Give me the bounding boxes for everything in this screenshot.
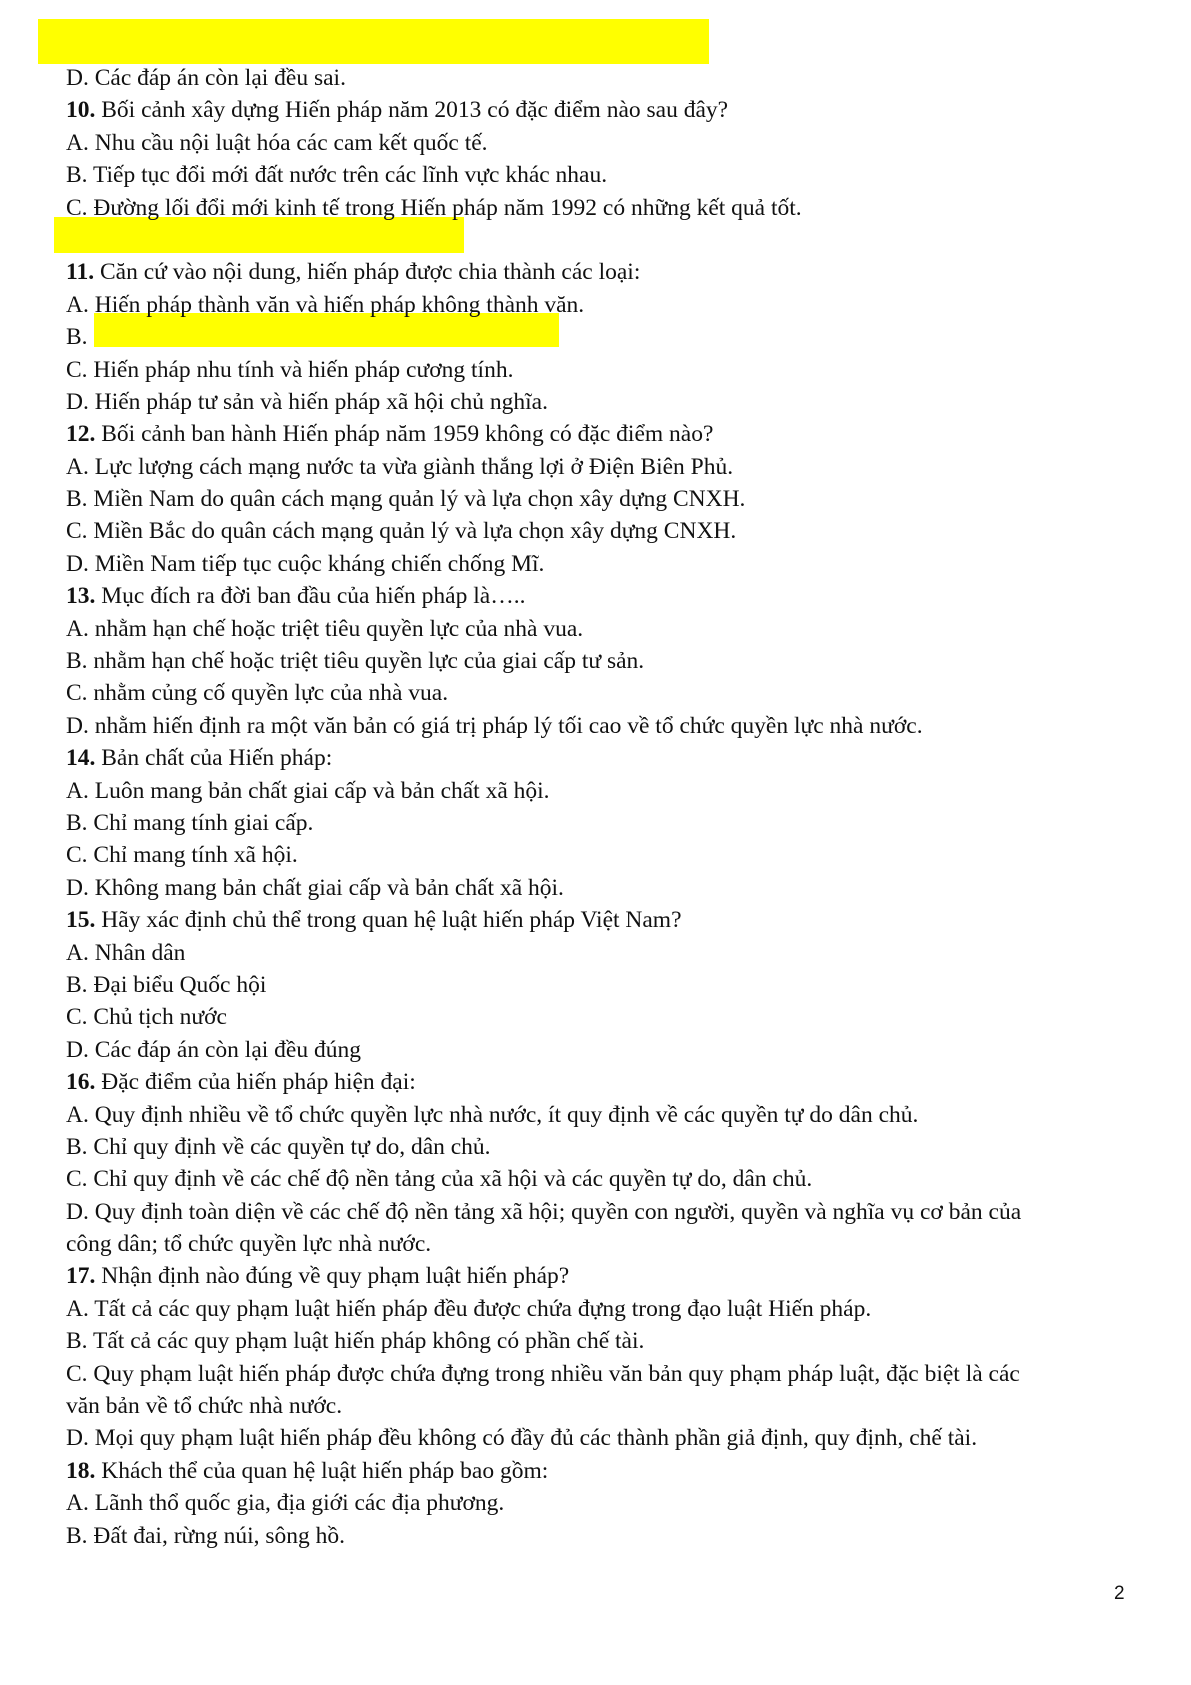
document-body bbox=[66, 62, 1126, 1552]
option-line: A. nhằm hạn chế hoặc triệt tiêu quyền lực của nhà vua. bbox=[66, 615, 584, 642]
option-line: D. Không mang bản chất giai cấp và bản chất xã hội. bbox=[66, 874, 564, 901]
question-number: 16. bbox=[66, 1069, 96, 1096]
option-line: C. nhằm củng cố quyền lực của nhà vua. bbox=[66, 680, 449, 707]
option-line: C. Chỉ mang tính xã hội. bbox=[66, 842, 298, 869]
question-line bbox=[66, 904, 1126, 936]
question-line bbox=[66, 742, 1126, 774]
option-line: C. Chỉ quy định về các chế độ nền tảng của xã hội và các quyền tự do, dân chủ. bbox=[66, 1166, 813, 1193]
question-line bbox=[66, 1066, 1126, 1098]
question-number: 13. bbox=[66, 583, 96, 610]
option-line: C. Chủ tịch nước bbox=[66, 1004, 227, 1031]
question-number: 11. bbox=[66, 259, 95, 286]
option-line: B. Đại biểu Quốc hội bbox=[66, 971, 267, 998]
option-line: A. Nhu cầu nội luật hóa các cam kết quốc tế. bbox=[66, 129, 488, 156]
option-line: B. nhằm hạn chế hoặc triệt tiêu quyền lực của giai cấp tư sản. bbox=[66, 648, 645, 675]
question-line bbox=[66, 94, 1126, 126]
question-number: 18. bbox=[66, 1457, 96, 1484]
option-line: B. Miền Nam do quân cách mạng quản lý và lựa chọn xây dựng CNXH. bbox=[66, 486, 746, 513]
question-text: Bản chất của Hiến pháp: bbox=[95, 745, 333, 772]
option-line: văn bản về tổ chức nhà nước. bbox=[66, 1393, 343, 1420]
question-number: 15. bbox=[66, 907, 96, 934]
option-line: D. Các đáp án còn lại đều đúng bbox=[66, 1036, 361, 1063]
option-line: D. Mọi quy phạm luật hiến pháp đều không có đầy đủ các thành phần giả định, quy định, chế tài. bbox=[66, 1425, 978, 1452]
question-number: 17. bbox=[66, 1263, 96, 1290]
option-line: C. Đường lối đổi mới kinh tế trong Hiến pháp năm 1992 có những kết quả tốt. bbox=[66, 194, 802, 221]
option-line: B. Tất cả các quy phạm luật hiến pháp không có phần chế tài. bbox=[66, 1328, 645, 1355]
question-text: Bối cảnh ban hành Hiến pháp năm 1959 không có đặc điểm nào? bbox=[95, 421, 714, 448]
option-line: D. Miền Nam tiếp tục cuộc kháng chiến chống Mĩ. bbox=[66, 550, 545, 577]
question-number: 14. bbox=[66, 745, 96, 772]
option-line: B. Tiếp tục đổi mới đất nước trên các lĩnh vực khác nhau. bbox=[66, 162, 608, 189]
option-line: B. Chỉ mang tính giai cấp. bbox=[66, 809, 314, 836]
question-text: Nhận định nào đúng về quy phạm luật hiến pháp? bbox=[95, 1263, 570, 1290]
question-text: Đặc điểm của hiến pháp hiện đại: bbox=[95, 1069, 416, 1096]
option-line: A. Tất cả các quy phạm luật hiến pháp đều được chứa đựng trong đạo luật Hiến pháp. bbox=[66, 1295, 872, 1322]
question-line bbox=[66, 1455, 1126, 1487]
option-line: B. Chỉ quy định về các quyền tự do, dân chủ. bbox=[66, 1133, 491, 1160]
option-line: D. Quy định toàn diện về các chế độ nền tảng xã hội; quyền con người, quyền và nghĩa vụ cơ bản của bbox=[66, 1198, 1022, 1225]
question-text: Mục đích ra đời ban đầu của hiến pháp là….. bbox=[95, 583, 526, 610]
option-line: D. Hiến pháp tư sản và hiến pháp xã hội chủ nghĩa. bbox=[66, 388, 548, 415]
option-line: A. Luôn mang bản chất giai cấp và bản chất xã hội. bbox=[66, 777, 550, 804]
page-number: 2 bbox=[1114, 1583, 1125, 1604]
option-line: công dân; tổ chức quyền lực nhà nước. bbox=[66, 1231, 432, 1258]
question-number: 12. bbox=[66, 421, 96, 448]
option-line: A. Lãnh thổ quốc gia, địa giới các địa phương. bbox=[66, 1490, 505, 1517]
option-line: A. Hiến pháp thành văn và hiến pháp không thành văn. bbox=[66, 291, 585, 318]
option-line: C. Miền Bắc do quân cách mạng quản lý và lựa chọn xây dựng CNXH. bbox=[66, 518, 737, 545]
option-line: D. nhằm hiến định ra một văn bản có giá trị pháp lý tối cao về tổ chức quyền lực nhà nước. bbox=[66, 712, 923, 739]
question-line bbox=[66, 580, 1126, 612]
option-line: A. Quy định nhiều về tổ chức quyền lực nhà nước, ít quy định về các quyền tự do dân chủ. bbox=[66, 1101, 919, 1128]
blank-line bbox=[66, 224, 1126, 256]
option-line: C. Quy phạm luật hiến pháp được chứa đựng trong nhiều văn bản quy phạm pháp luật, đặc biệt là các bbox=[66, 1360, 1020, 1387]
question-number: 10. bbox=[66, 97, 96, 124]
option-line: D. Các đáp án còn lại đều sai. bbox=[66, 65, 346, 91]
highlight-redaction-top bbox=[38, 19, 709, 64]
question-line bbox=[66, 418, 1126, 450]
option-line: C. Hiến pháp nhu tính và hiến pháp cương tính. bbox=[66, 356, 514, 383]
option-line: A. Nhân dân bbox=[66, 939, 186, 966]
question-text: Căn cứ vào nội dung, hiến pháp được chia thành các loại: bbox=[94, 259, 641, 286]
question-text: Hãy xác định chủ thể trong quan hệ luật hiến pháp Việt Nam? bbox=[95, 907, 682, 934]
question-text: Bối cảnh xây dựng Hiến pháp năm 2013 có đặc điểm nào sau đây? bbox=[95, 97, 729, 124]
option-line: B. Đất đai, rừng núi, sông hồ. bbox=[66, 1522, 346, 1549]
question-line bbox=[66, 256, 1126, 288]
option-line: B. bbox=[66, 324, 88, 351]
option-line: A. Lực lượng cách mạng nước ta vừa giành thắng lợi ở Điện Biên Phủ. bbox=[66, 453, 734, 480]
question-text: Khách thể của quan hệ luật hiến pháp bao gồm: bbox=[95, 1457, 549, 1484]
question-line bbox=[66, 1260, 1126, 1292]
